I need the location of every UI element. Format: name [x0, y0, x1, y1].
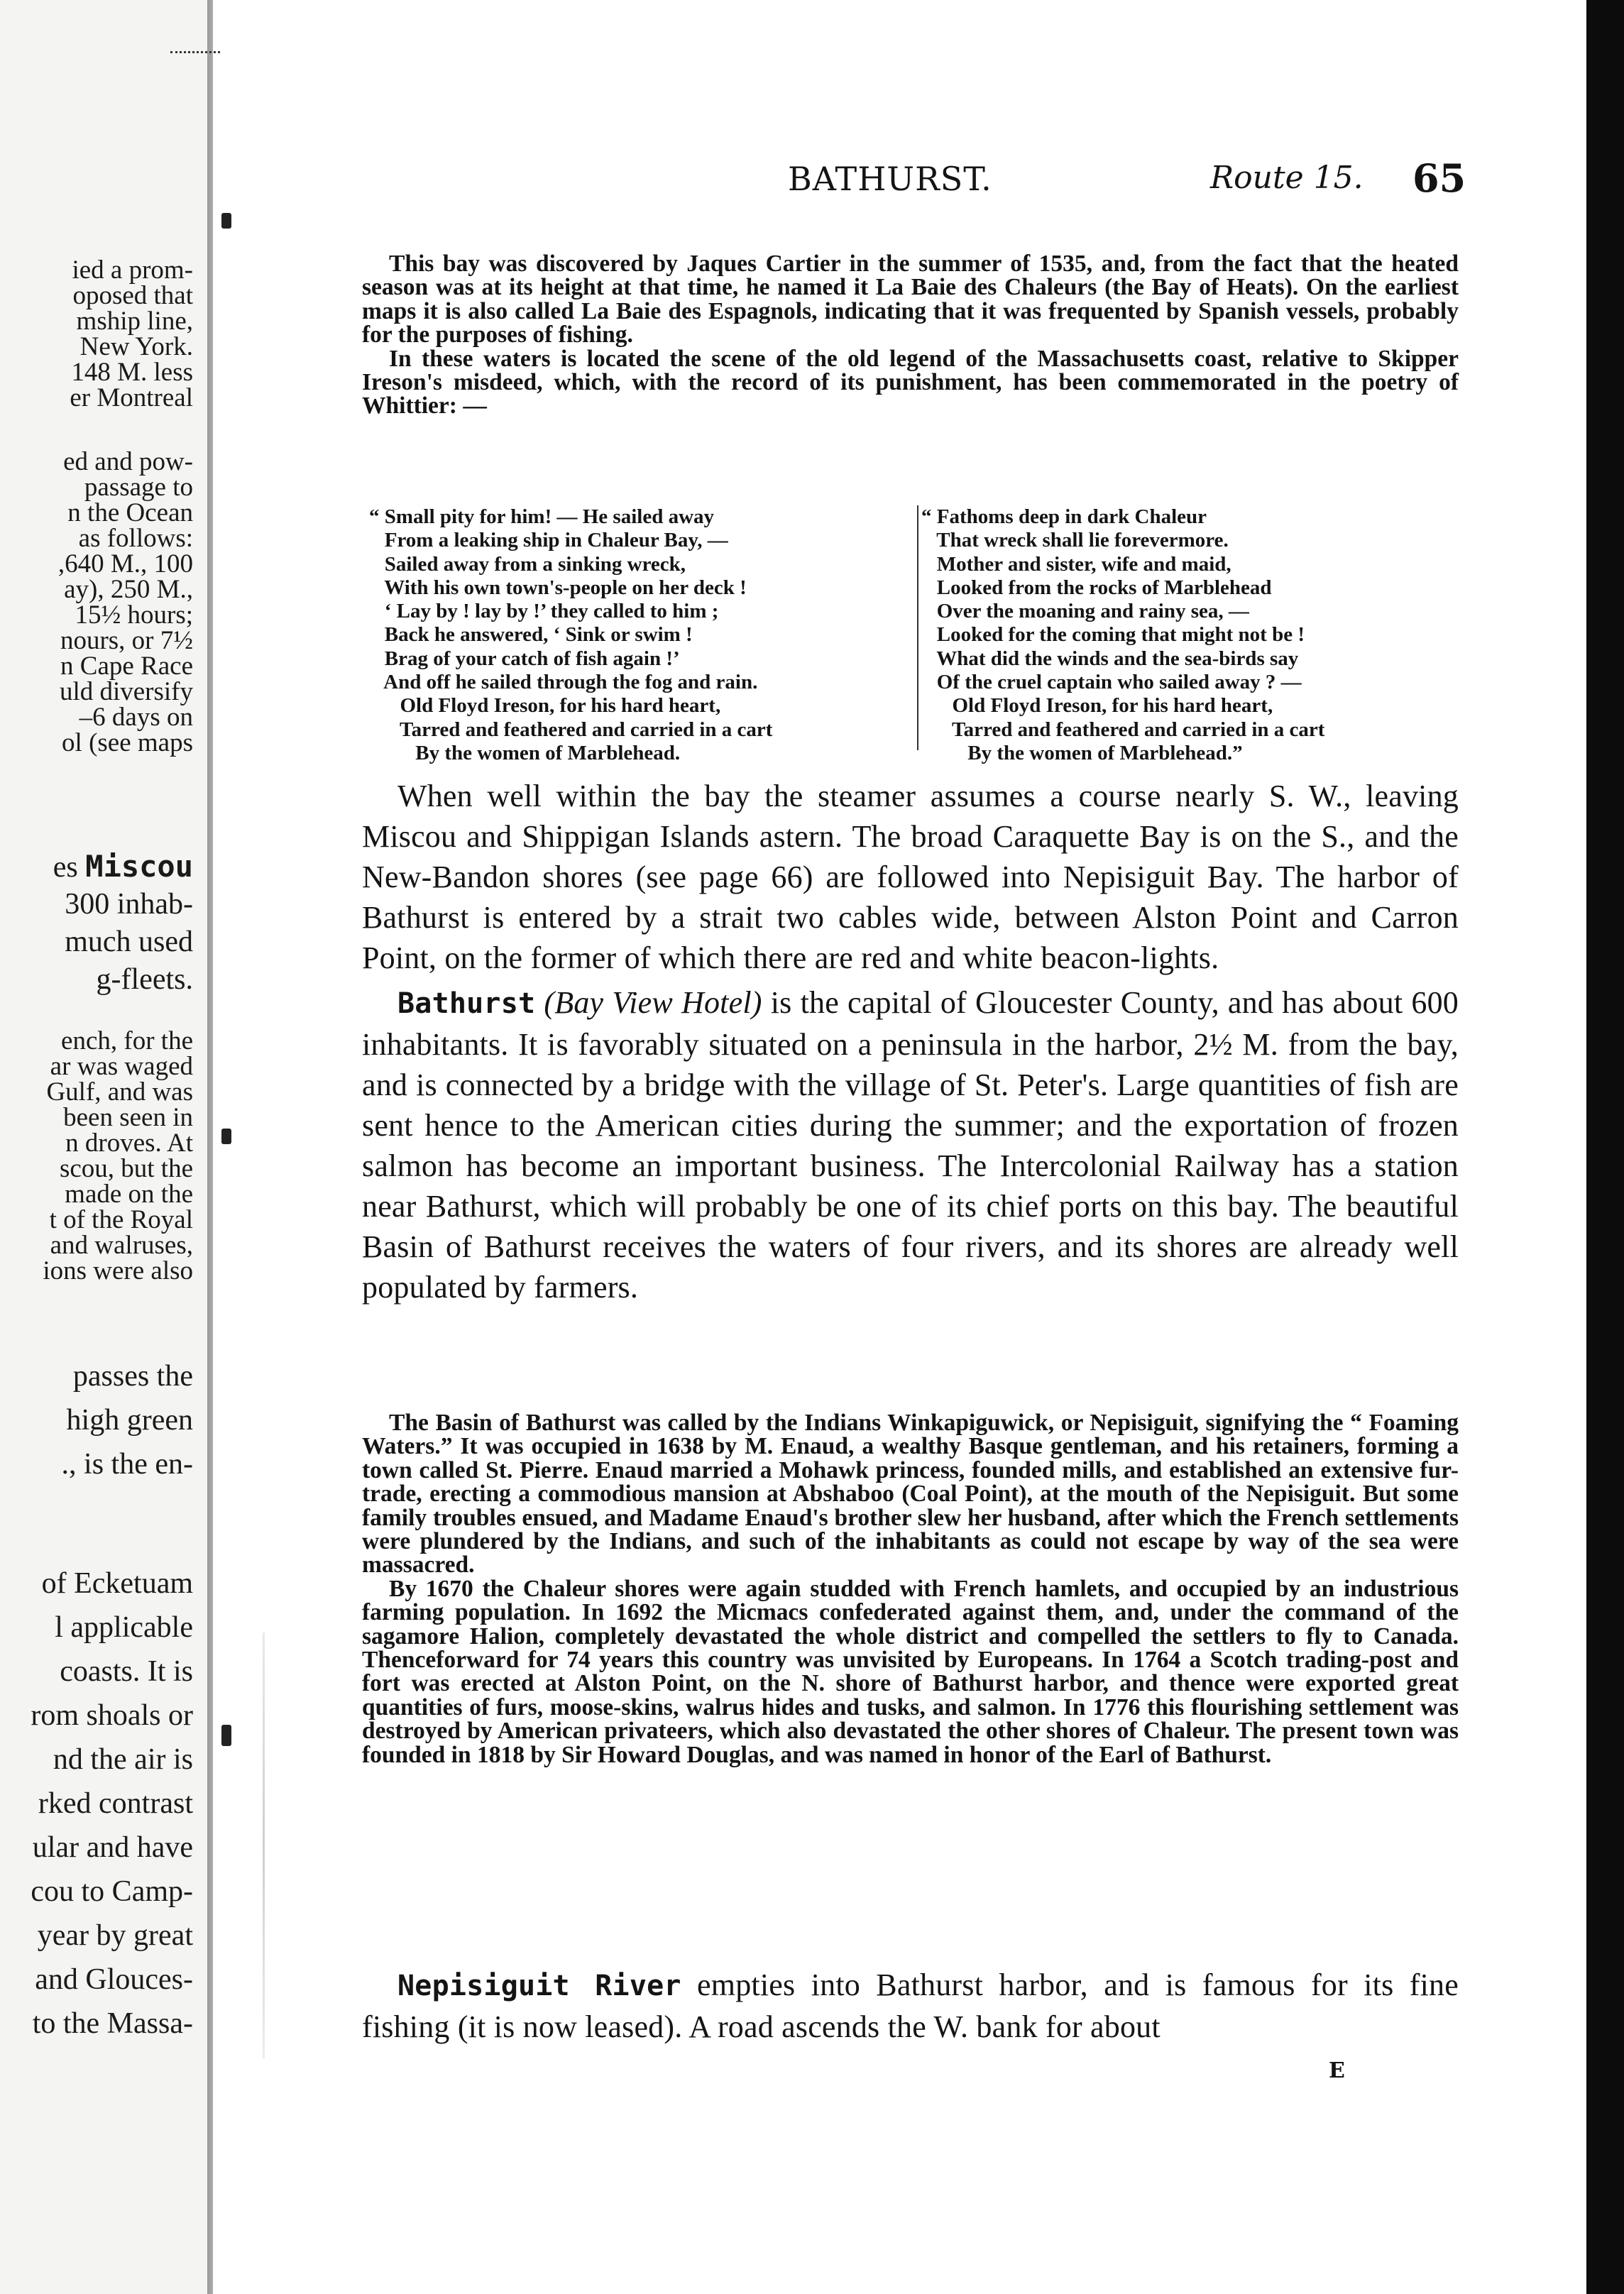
poem-line: What did the winds and the sea-birds say — [921, 647, 1299, 670]
page-header — [788, 155, 1466, 202]
previous-page-line: ed and pow- — [63, 447, 193, 476]
poem-line: Over the moaning and rainy sea, — — [921, 600, 1249, 623]
previous-page-line: as follows: — [78, 524, 193, 553]
previous-page-line: much used — [65, 926, 193, 958]
river-text: empties into Bathurst harbor, and is famous for its fine fishing (it is now leased). A road ascends the W. bank for about — [362, 1968, 1459, 2044]
poem-line: “ Fathoms deep in dark Chaleur — [921, 505, 1207, 528]
history-section — [362, 1411, 1459, 1767]
previous-page-line: es Miscou — [53, 849, 193, 884]
previous-page-line: ar was waged — [50, 1052, 193, 1081]
previous-page-line: nd the air is — [53, 1743, 193, 1776]
place-name: Bathurst — [397, 987, 536, 1020]
previous-page-line: Gulf, and was — [46, 1077, 193, 1107]
previous-page-line: nours, or 7½ — [60, 626, 193, 655]
paper-crease — [263, 1632, 265, 2058]
previous-page-line: high green — [66, 1404, 193, 1437]
poem-line: Old Floyd Ireson, for his hard heart, — [369, 694, 721, 718]
bathurst-text: is the capital of Gloucester County, and has about 600 inhabitants. It is favorably situated on a peninsula in the harbor, 2½ M. from the bay, and is connected by a bridge with the village of St. Peter's. Large quantities of fish are sent hence to the American cities during the summer; and the exportation of frozen salmon has become an important business. The Intercolonial Railway has a station near Bathurst, which will probably be one of its chief ports on this bay. The beautiful Basin of Bathurst receives the waters of four rivers, and its shores are already well populated by farmers. — [362, 985, 1459, 1305]
previous-page-line: rom shoals or — [31, 1699, 193, 1732]
scan-border — [1586, 0, 1624, 2294]
previous-page-line: been seen in — [63, 1103, 193, 1132]
poem-left-column — [369, 505, 909, 765]
previous-page-line: –6 days on — [79, 703, 193, 732]
previous-page-line: of Ecketuam — [41, 1567, 193, 1600]
poem-line: Looked for the coming that might not be ! — [921, 623, 1305, 647]
previous-page-line: passage to — [84, 473, 193, 502]
poem-column-divider — [917, 505, 918, 750]
previous-page-line: l applicable — [55, 1611, 193, 1644]
poem-line: From a leaking ship in Chaleur Bay, — — [369, 529, 728, 552]
previous-page-line: uld diversify — [59, 677, 193, 706]
binding-hole-mark — [221, 213, 231, 229]
previous-page-line: mship line, — [76, 307, 193, 336]
main-section — [362, 776, 1459, 1307]
poem-line: Of the cruel captain who sailed away ? — — [921, 671, 1302, 694]
intro-section — [362, 252, 1459, 418]
previous-page-line: ench, for the — [61, 1026, 193, 1055]
previous-page-line: ular and have — [32, 1831, 193, 1864]
previous-page-line: n droves. At — [65, 1129, 193, 1158]
previous-page-line: year by great — [37, 1919, 193, 1952]
signature-mark: E — [1329, 2058, 1345, 2083]
previous-page-line: 148 M. less — [71, 358, 193, 387]
poem-line: Back he answered, ‘ Sink or swim ! — [369, 623, 693, 647]
poem-line: By the women of Marblehead. — [369, 741, 681, 764]
history-paragraph: By 1670 the Chaleur shores were again studded with French hamlets, and occupied by an industrious farming population. In 1692 the Micmacs confederated against them, and, under the command of the sagamore Halion, completely devastated the whole district and compelled the settlers to fly to Canada. Thenceforward for 74 years this country was unvisited by Europeans. In 1764 a Scotch trading-post and fort was erected at Alston Point, on the N. shore of Bathurst harbor, and thence were exported great quantities of furs, moose-skins, walrus hides and tusks, and salmon. In 1776 this flourishing settlement was destroyed by American privateers, which also devastated the other shores of Chaleur. The present town was founded in 1818 by Sir Howard Douglas, and was named in honor of the Earl of Bathurst. — [362, 1575, 1459, 1768]
previous-page-line: coasts. It is — [60, 1655, 193, 1688]
intro-paragraph: This bay was discovered by Jaques Cartier in the summer of 1535, and, from the fact that the heated season was at its height at that time, he named it La Baie des Chaleurs (the Bay of Heats). On the earliest maps it is also called La Baie des Espagnols, indicating that it was frequented by Spanish vessels, probably for the purposes of fishing. — [362, 251, 1459, 349]
poem-right-column — [921, 505, 1475, 765]
previous-page-line: scou, but the — [59, 1154, 193, 1183]
poem-line: With his own town's-people on her deck ! — [369, 576, 747, 599]
route-label: Route 15. — [1210, 160, 1364, 196]
previous-page-line: New York. — [79, 332, 193, 361]
previous-page-line: 300 inhab- — [65, 888, 193, 921]
poem-line: Tarred and feathered and carried in a cart — [921, 718, 1325, 741]
top-scribble-mark — [170, 51, 220, 63]
binding-hole-mark — [221, 1129, 231, 1144]
poem-line: Brag of your catch of fish again !’ — [369, 647, 680, 670]
previous-page-line: ol (see maps — [62, 728, 193, 757]
previous-page-line: ay), 250 M., — [64, 575, 193, 604]
previous-page-line: made on the — [65, 1180, 193, 1209]
previous-page-line: n Cape Race — [60, 652, 193, 681]
poem-line: And off he sailed through the fog and rain. — [369, 671, 758, 694]
previous-page-line: passes the — [72, 1360, 193, 1393]
previous-page-line: er Montreal — [70, 383, 193, 412]
binding-hole-mark — [221, 1725, 231, 1746]
river-paragraph — [362, 1965, 1459, 2047]
history-paragraph: The Basin of Bathurst was called by the Indians Winkapiguwick, or Nepisiguit, signifying the “ Foaming Waters.” It was occupied in 1638 by M. Enaud, a wealthy Basque gentleman, and his retainers, forming a town called St. Pierre. Enaud married a Mohawk princess, founded mills, and established an extensive fur-trade, erecting a commodious mansion at Abshaboo (Coal Point), at the mouth of the Nepisiguit. But some family troubles ensued, and Madame Enaud's brother slew her husband, after which the French settlements were plundered by the Indians, and such of the inhabitants as could not escape by way of the sea were massacred. — [362, 1410, 1459, 1579]
poem-line: That wreck shall lie forevermore. — [921, 529, 1229, 552]
poem-line: Old Floyd Ireson, for his hard heart, — [921, 694, 1273, 718]
previous-page-line: n the Ocean — [67, 498, 193, 527]
bathurst-paragraph — [362, 982, 1459, 1307]
previous-page-line: rked contrast — [38, 1787, 193, 1820]
poem-line: Tarred and feathered and carried in a cart — [369, 718, 773, 741]
poem-line: Mother and sister, wife and maid, — [921, 552, 1231, 576]
running-title: BATHURST. — [788, 160, 992, 198]
previous-page-line: ,640 M., 100 — [57, 549, 193, 578]
intro-paragraph: In these waters is located the scene of the old legend of the Massachusetts coast, relative to Skipper Ireson's misdeed, which, with the record of its punishment, has been commemorated in the poetry of Whittier: — — [362, 345, 1459, 419]
previous-page-line: and walruses, — [50, 1231, 193, 1260]
river-section — [362, 1965, 1459, 2047]
body-paragraph: When well within the bay the steamer assumes a course nearly S. W., leaving Miscou and Shippigan Islands astern. The broad Caraquette Bay is on the S., and the New-Bandon shores (see page 66) are followed into Nepisiguit Bay. The harbor of Bathurst is entered by a strait two cables wide, between Alston Point and Carron Point, on the former of which there are red and white beacon-lights. — [362, 779, 1459, 975]
previous-page-strip — [0, 0, 213, 2294]
previous-page-line: ied a prom- — [72, 256, 193, 285]
previous-page-line: and Glouces- — [35, 1963, 193, 1996]
hotel-name: (Bay View Hotel) — [544, 985, 762, 1020]
previous-page-line: t of the Royal — [49, 1205, 193, 1234]
page-number: 65 — [1412, 155, 1466, 201]
poem-line: By the women of Marblehead.” — [921, 741, 1243, 764]
poem-line: Looked from the rocks of Marblehead — [921, 576, 1272, 599]
poem-line: “ Small pity for him! — He sailed away — [369, 505, 715, 528]
previous-page-line: g-fleets. — [96, 963, 193, 996]
poem-line: Sailed away from a sinking wreck, — [369, 552, 686, 576]
previous-page-line: 15½ hours; — [75, 600, 193, 630]
previous-page-line: ions were also — [43, 1256, 193, 1285]
poem-line: ‘ Lay by ! lay by !’ they called to him ; — [369, 600, 719, 623]
previous-page-line: to the Massa- — [32, 2007, 193, 2040]
river-name: Nepisiguit River — [397, 1970, 681, 2002]
spine-shadow — [207, 0, 213, 2294]
previous-page-line: oposed that — [72, 281, 193, 310]
previous-page-line: ., is the en- — [61, 1448, 193, 1481]
previous-page-line: cou to Camp- — [31, 1875, 193, 1908]
